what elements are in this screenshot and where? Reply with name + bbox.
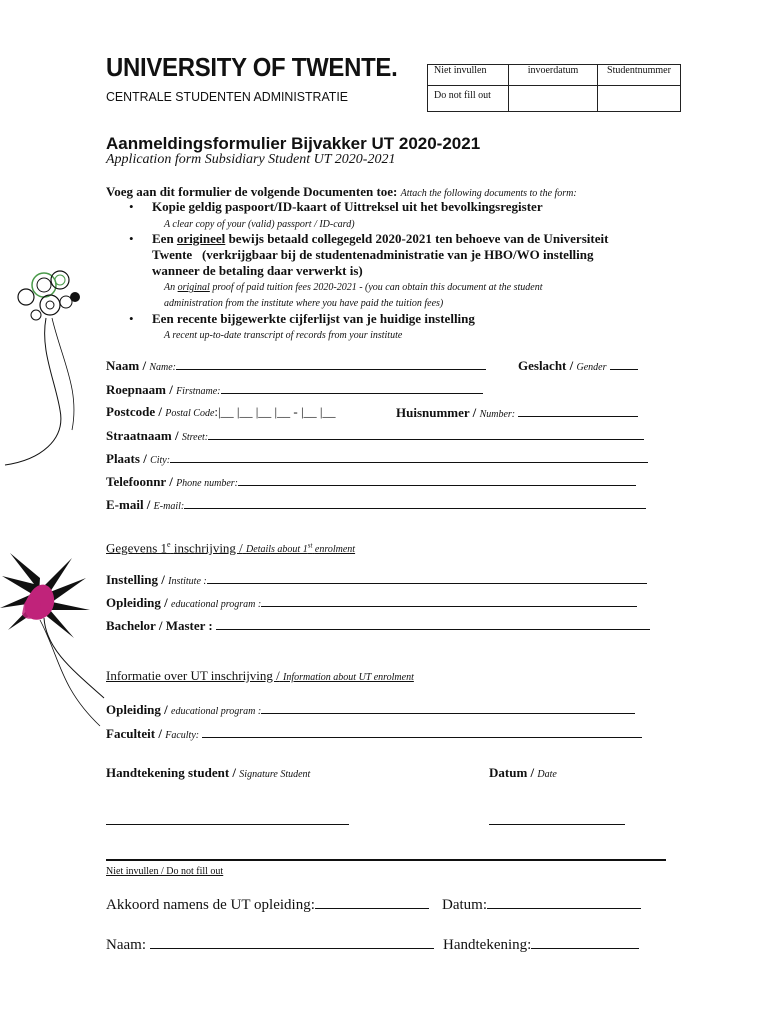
document-item-1 <box>152 199 543 215</box>
faculteit-label-en: Faculty: <box>165 730 200 741</box>
invoerdatum-header: invoerdatum <box>509 65 598 86</box>
office-naam-input-line[interactable] <box>150 934 434 949</box>
telefoon-label-en: Phone number: <box>176 478 239 489</box>
department-name: CENTRALE STUDENTEN ADMINISTRATIE <box>106 89 348 104</box>
fe-heading-sup: e <box>167 540 171 549</box>
signature-line[interactable] <box>106 824 349 825</box>
instelling-label-en: Institute : <box>168 576 207 587</box>
handtekening-label: Handtekening student / <box>106 765 237 780</box>
naam-label: Naam / <box>106 358 147 373</box>
email-label: E-mail / <box>106 497 151 512</box>
office-datum-input-line[interactable] <box>487 894 641 909</box>
ut-heading-nl: Informatie over UT inschrijving / <box>106 668 280 683</box>
office-naam-field[interactable] <box>106 934 434 954</box>
akkoord-input-line[interactable] <box>315 894 429 909</box>
doc2-nl-pre: Een <box>152 231 174 246</box>
roepnaam-label: Roepnaam / <box>106 382 173 397</box>
opleiding-field[interactable] <box>106 594 637 611</box>
bachelor-master-label: Bachelor / Master : <box>106 618 213 633</box>
document-item-3-en: A recent up-to-date transcript of records from your institute <box>164 330 403 341</box>
doc2-nl-underlined: origineel <box>176 231 226 246</box>
geslacht-field[interactable] <box>518 357 638 374</box>
decorative-flower-bottom-icon <box>0 548 110 728</box>
do-not-fill-cell: Do not fill out <box>428 86 509 112</box>
ut-opleiding-field[interactable] <box>106 701 635 718</box>
ut-opleiding-input-line[interactable] <box>261 701 635 714</box>
fe-heading-en-pre: Details about 1 <box>246 544 308 556</box>
akkoord-label: Akkoord namens de UT opleiding: <box>106 897 315 913</box>
form-subtitle: Application form Subsidiary Student UT 2020-2021 <box>106 152 396 167</box>
office-naam-label: Naam: <box>106 937 146 953</box>
ut-enrolment-heading <box>106 668 414 684</box>
studentnummer-header: Studentnummer <box>598 65 681 86</box>
opleiding-label: Opleiding / <box>106 595 168 610</box>
bullet-icon: • <box>129 199 134 214</box>
office-handtekening-label: Handtekening: <box>443 937 532 953</box>
straatnaam-label: Straatnaam / <box>106 428 179 443</box>
handtekening-label-group <box>106 765 310 781</box>
ut-opleiding-label: Opleiding / <box>106 702 168 717</box>
document-item-1-en: A clear copy of your (valid) passport / ID-card) <box>164 219 355 230</box>
fe-heading-en-post: enrolment <box>314 544 356 556</box>
roepnaam-input-line[interactable] <box>221 381 483 394</box>
naam-label-en: Name: <box>149 362 177 373</box>
postcode-label: Postcode / <box>106 404 162 419</box>
fe-heading-pre: Gegevens 1 <box>106 540 168 556</box>
naam-input-line[interactable] <box>176 357 486 370</box>
office-use-label: Niet invullen / Do not fill out <box>106 866 224 877</box>
faculteit-field[interactable] <box>106 725 642 742</box>
niet-invullen-cell: Niet invullen <box>428 65 509 86</box>
telefoon-input-line[interactable] <box>238 473 636 486</box>
datum-label-en: Date <box>537 769 557 780</box>
first-enrolment-heading <box>106 540 355 556</box>
naam-field[interactable] <box>106 357 486 374</box>
faculteit-label: Faculteit / <box>106 726 162 741</box>
fe-heading-en-sup: st <box>307 542 313 550</box>
doc2-nl-line3: wanneer de betaling daar verwerkt is) <box>152 263 363 278</box>
fe-heading-post: inschrijving / <box>173 540 243 556</box>
huisnummer-field[interactable] <box>396 404 638 421</box>
datum-label-group <box>489 765 557 781</box>
roepnaam-label-en: Firstname: <box>176 386 221 397</box>
instelling-label: Instelling / <box>106 572 165 587</box>
geslacht-input-line[interactable] <box>610 357 638 370</box>
straatnaam-input-line[interactable] <box>208 427 644 440</box>
ut-heading-en: Information about UT enrolment <box>283 672 414 683</box>
datum-label: Datum / <box>489 765 535 780</box>
email-field[interactable] <box>106 496 646 513</box>
opleiding-input-line[interactable] <box>261 594 637 607</box>
ut-opleiding-label-en: educational program : <box>171 706 262 717</box>
telefoon-label: Telefoonnr / <box>106 474 173 489</box>
faculteit-input-line[interactable] <box>202 725 642 738</box>
plaats-input-line[interactable] <box>170 450 648 463</box>
straatnaam-label-en: Street: <box>181 432 209 443</box>
huisnummer-input-line[interactable] <box>518 404 638 417</box>
huisnummer-label-en: Number: <box>479 409 516 420</box>
akkoord-field[interactable] <box>106 894 429 914</box>
doc2-en-pre: An <box>164 282 176 293</box>
bullet-icon: • <box>129 231 134 246</box>
roepnaam-field[interactable] <box>106 381 483 398</box>
document-item-2-en <box>164 280 664 312</box>
email-label-en: E-mail: <box>153 501 185 512</box>
telefoon-field[interactable] <box>106 473 636 490</box>
office-datum-label: Datum: <box>442 897 487 913</box>
bullet-icon: • <box>129 311 134 326</box>
postcode-boxes[interactable]: :|__ |__ |__ |__ - |__ |__ <box>214 404 336 419</box>
instelling-field[interactable] <box>106 571 647 588</box>
studentnummer-field <box>598 86 681 112</box>
geslacht-label-en: Gender <box>576 362 607 373</box>
plaats-field[interactable] <box>106 450 648 467</box>
office-handtekening-field[interactable] <box>443 934 639 954</box>
document-item-2 <box>152 231 662 279</box>
doc2-en-post: proof of paid tuition fees 2020-2021 - (you can obtain this document at the student <box>212 282 543 293</box>
decorative-flower-top-icon <box>0 260 110 480</box>
office-handtekening-input-line[interactable] <box>531 934 639 949</box>
postcode-field[interactable] <box>106 404 335 420</box>
document-item-1-nl: Kopie geldig paspoort/ID-kaart of Uittreksel uit het bevolkingsregister <box>152 199 543 214</box>
bachelor-master-field[interactable] <box>106 617 650 634</box>
handtekening-label-en: Signature Student <box>239 769 311 780</box>
email-input-line[interactable] <box>184 496 646 509</box>
instelling-input-line[interactable] <box>207 571 647 584</box>
doc2-nl-line2: Twente (verkrijgbaar bij de studentenadministratie van je HBO/WO instelling <box>152 247 594 262</box>
opleiding-label-en: educational program : <box>171 599 262 610</box>
university-logo-text: UNIVERSITY OF TWENTE. <box>106 52 398 82</box>
divider-line <box>106 859 666 861</box>
doc2-en-underlined: original <box>177 282 210 293</box>
form-title: Aanmeldingsformulier Bijvakker UT 2020-2021 <box>106 134 481 153</box>
doc2-en-line2: administration from the institute where you have paid the tuition fees) <box>164 298 444 309</box>
postcode-label-en: Postal Code <box>165 408 215 419</box>
documents-intro <box>106 184 577 200</box>
office-use-box <box>427 64 681 112</box>
straatnaam-field[interactable] <box>106 427 644 444</box>
geslacht-label: Geslacht / <box>518 358 574 373</box>
plaats-label: Plaats / <box>106 451 147 466</box>
bachelor-master-input-line[interactable] <box>216 617 650 630</box>
office-datum-field[interactable] <box>442 894 641 914</box>
documents-intro-nl: Voeg aan dit formulier de volgende Documenten toe: <box>106 184 398 199</box>
doc2-nl-post: bewijs betaald collegegeld 2020-2021 ten behoeve van de Universiteit <box>228 231 609 246</box>
documents-intro-en: Attach the following documents to the form: <box>400 188 577 199</box>
document-item-3-nl: Een recente bijgewerkte cijferlijst van je huidige instelling <box>152 311 475 326</box>
invoerdatum-field <box>509 86 598 112</box>
plaats-label-en: City: <box>150 455 171 466</box>
huisnummer-label: Huisnummer / <box>396 405 477 420</box>
date-line[interactable] <box>489 824 625 825</box>
